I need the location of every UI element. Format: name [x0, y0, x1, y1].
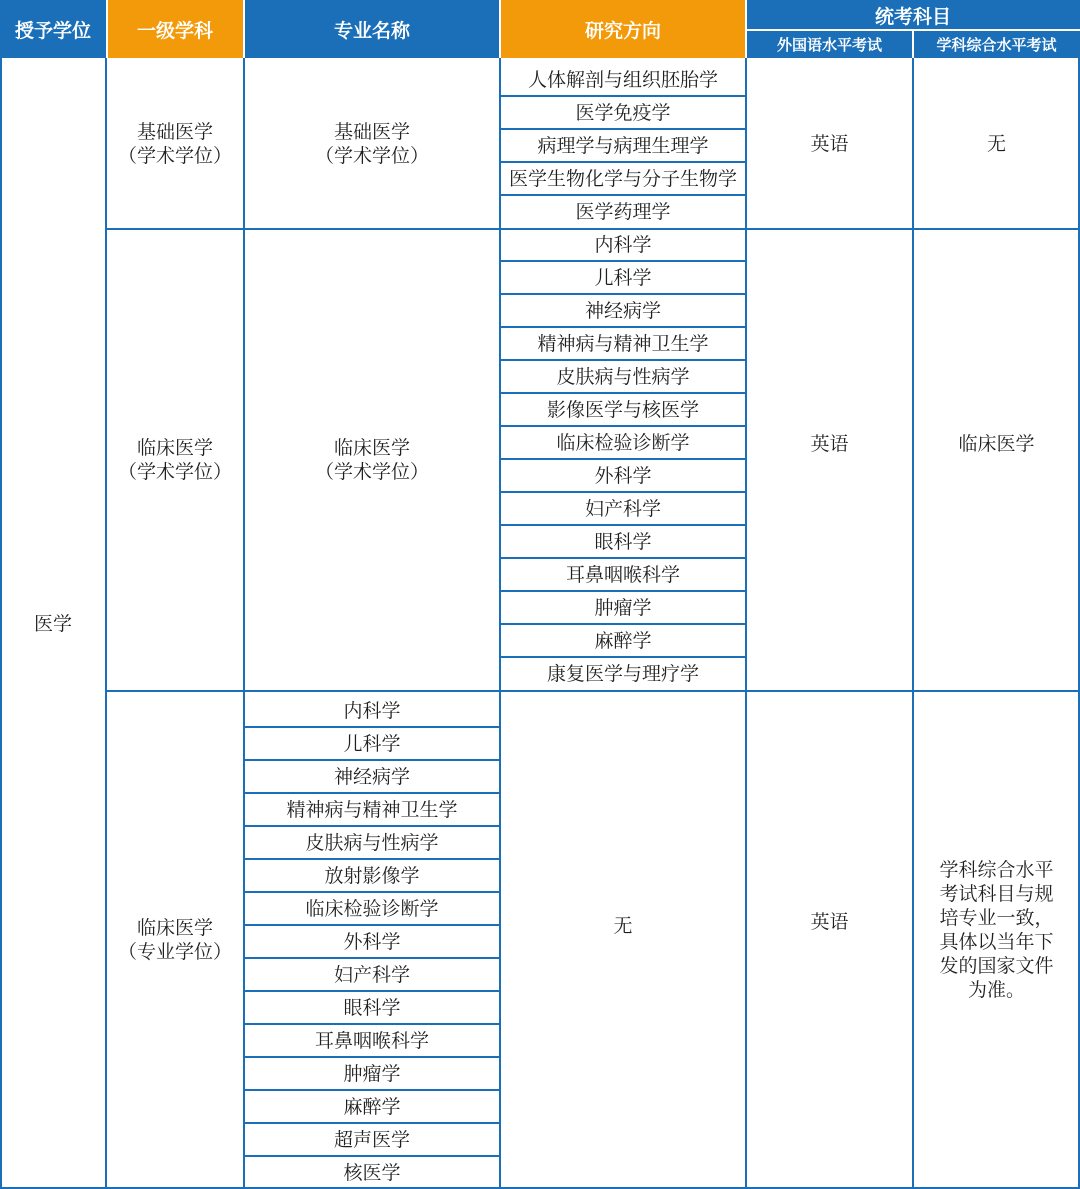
- group3-major-10: 眼科学: [343, 996, 401, 1019]
- grid-line: [500, 425, 746, 427]
- grid-line: [244, 759, 500, 761]
- group3-major-9: 妇产科学: [333, 963, 410, 986]
- group1-direction-4: 医学生物化学与分子生物学: [508, 167, 737, 190]
- grid-line: [244, 891, 500, 893]
- group2-direction-5: 皮肤病与性病学: [556, 365, 690, 388]
- group3-major-6: 放射影像学: [324, 864, 420, 887]
- grid-line: [500, 590, 746, 592]
- grid-line: [244, 1122, 500, 1124]
- grid-line: [244, 957, 500, 959]
- group1-direction-2: 医学免疫学: [575, 101, 671, 124]
- group1-subject: 无: [986, 132, 1006, 155]
- grid-line: [106, 690, 1080, 692]
- grid-line: [500, 656, 746, 658]
- grid-line: [244, 924, 500, 926]
- group2-direction-3: 神经病学: [584, 299, 661, 322]
- group1-first-level-name: 基础医学: [136, 120, 213, 143]
- grid-line: [244, 825, 500, 827]
- grid-line: [244, 1155, 500, 1157]
- group3-major-3: 神经病学: [333, 765, 410, 788]
- group1-direction-3: 病理学与病理生理学: [537, 134, 709, 157]
- group3-subject-line-6: 为准。: [967, 979, 1025, 1001]
- grid-line: [244, 858, 500, 860]
- group1-direction-5: 医学药理学: [575, 200, 671, 223]
- grid-line: [244, 1023, 500, 1025]
- group2-direction-6: 影像医学与核医学: [546, 398, 699, 421]
- group2-major-name: 临床医学: [333, 437, 410, 459]
- grid-line: [244, 1056, 500, 1058]
- group2-major: [244, 229, 500, 691]
- degree-cell: 医学: [33, 612, 72, 635]
- group3-major-15: 核医学: [343, 1161, 401, 1184]
- grid-line: [500, 260, 746, 262]
- grid-line: [500, 491, 746, 493]
- group3-subject: [913, 691, 1080, 1169]
- header-research-direction: 研究方向: [500, 0, 746, 58]
- group2-direction-9: 妇产科学: [584, 497, 661, 520]
- group3-direction: 无: [613, 915, 633, 937]
- grid-line: [500, 359, 746, 361]
- group1-first-level-type: （学术学位）: [117, 144, 232, 167]
- group2-subject: 临床医学: [958, 433, 1035, 455]
- group3-major-11: 耳鼻咽喉科学: [314, 1029, 429, 1052]
- group2-direction-14: 康复医学与理疗学: [546, 663, 699, 685]
- grid-line: [500, 557, 746, 559]
- group2-direction-12: 肿瘤学: [594, 596, 652, 619]
- grid-line: [500, 458, 746, 460]
- group2-first-level-name: 临床医学: [136, 437, 213, 459]
- grid-line: [500, 392, 746, 394]
- group3-subject-line-4: 具体以当年下: [939, 931, 1054, 953]
- group2-direction-4: 精神病与精神卫生学: [537, 332, 709, 355]
- grid-line: [500, 293, 746, 295]
- group3-major-7: 临床检验诊断学: [305, 897, 439, 920]
- header-foreign-language-exam: 外国语水平考试: [746, 30, 913, 58]
- grid-line: [500, 524, 746, 526]
- group2-major-type: （学术学位）: [314, 461, 429, 483]
- group2-direction-1: 内科学: [594, 233, 652, 256]
- group1-major-name: 基础医学: [333, 120, 410, 143]
- grid-line: [106, 228, 1080, 230]
- group2-first-level-type: （学术学位）: [117, 461, 232, 483]
- grid-line: [500, 623, 746, 625]
- group2-direction-8: 外科学: [594, 464, 652, 487]
- grid-line: [244, 990, 500, 992]
- grid-line: [500, 95, 746, 97]
- group2-first-level: [106, 229, 244, 691]
- header-degree: 授予学位: [0, 0, 106, 58]
- group3-major-13: 麻醉学: [343, 1095, 401, 1118]
- group3-major-2: 儿科学: [343, 732, 401, 755]
- group3-major-12: 肿瘤学: [343, 1062, 401, 1085]
- group2-direction-11: 耳鼻咽喉科学: [565, 563, 680, 586]
- group3-major-1: 内科学: [343, 699, 401, 722]
- header-first-level: 一级学科: [106, 0, 244, 58]
- header-subject-exam: 学科综合水平考试: [913, 30, 1080, 58]
- group2-foreign: 英语: [810, 433, 849, 455]
- grid-line: [244, 1089, 500, 1091]
- group3-major-4: 精神病与精神卫生学: [286, 798, 458, 821]
- group1-major-type: （学术学位）: [314, 144, 429, 167]
- group3-first-level-type: （专业学位）: [117, 941, 232, 963]
- group2-direction-2: 儿科学: [594, 266, 652, 289]
- group3-first-level-name: 临床医学: [136, 917, 213, 939]
- group1-first-level: [106, 58, 244, 229]
- header-major-name: 专业名称: [244, 0, 500, 58]
- grid-line: [0, 58, 2, 1189]
- grid-line: [244, 792, 500, 794]
- group3-major-5: 皮肤病与性病学: [305, 831, 439, 854]
- group1-major: [244, 58, 500, 229]
- group3-major-8: 外科学: [343, 930, 401, 953]
- group3-subject-line-2: 考试科目与规: [939, 883, 1054, 905]
- header-unified-exam: 统考科目: [746, 0, 1080, 30]
- grid-line: [244, 726, 500, 728]
- group3-subject-line-3: 培专业一致，: [939, 907, 1054, 929]
- group3-subject-line-5: 发的国家文件: [939, 955, 1054, 977]
- group1-direction-1: 人体解剖与组织胚胎学: [527, 68, 718, 91]
- group2-direction-10: 眼科学: [594, 530, 652, 553]
- group3-major-14: 超声医学: [333, 1128, 410, 1151]
- group1-foreign: 英语: [810, 132, 849, 155]
- group2-direction-7: 临床检验诊断学: [556, 431, 690, 454]
- group3-first-level: [106, 691, 244, 1189]
- grid-line: [500, 161, 746, 163]
- group3-subject-line-1: 学科综合水平: [939, 859, 1054, 881]
- grid-line: [500, 128, 746, 130]
- group2-direction-13: 麻醉学: [594, 629, 652, 652]
- grid-line: [500, 326, 746, 328]
- grid-line: [500, 194, 746, 196]
- group3-foreign: 英语: [810, 911, 849, 933]
